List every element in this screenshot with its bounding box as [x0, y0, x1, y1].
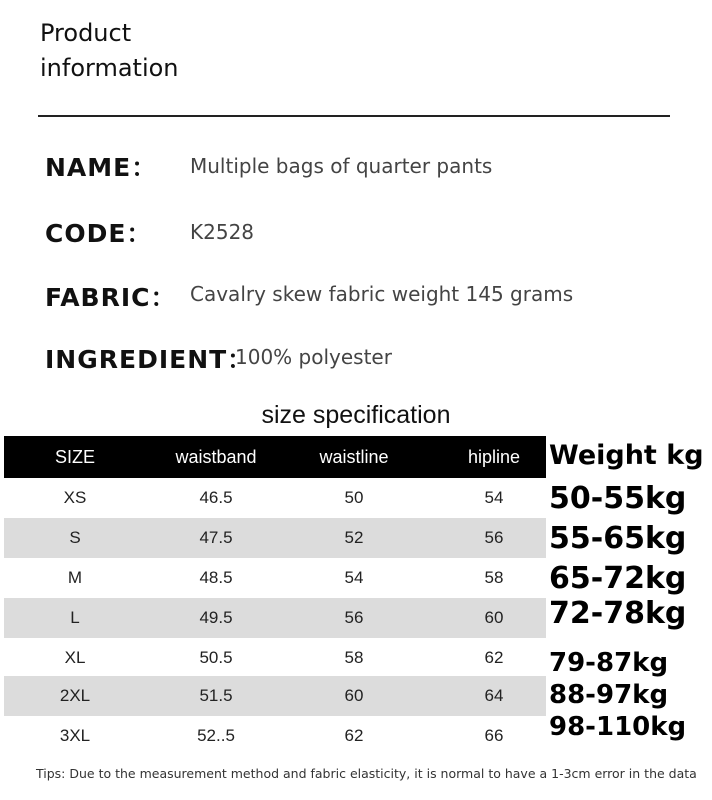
cell-waistband: 50.5: [199, 648, 233, 667]
name-label: NAME：: [45, 153, 158, 182]
cell-size: L: [70, 608, 80, 627]
divider: [38, 115, 670, 117]
cell-size: M: [67, 568, 83, 587]
cell-hipline: 58: [484, 568, 504, 587]
table-row-l: [4, 598, 546, 638]
cell-size: XS: [63, 488, 87, 507]
cell-size: S: [69, 528, 81, 547]
weight-value: 72-78kg: [549, 596, 687, 631]
column-header-waistband: waistband: [175, 447, 257, 467]
column-header-hipline: hipline: [467, 447, 521, 467]
weight-value: 65-72kg: [549, 561, 687, 596]
cell-hipline: 54: [484, 488, 504, 507]
cell-waistline: 60: [344, 686, 364, 705]
fabric-label: FABRIC：: [45, 283, 177, 312]
cell-size: XL: [64, 648, 86, 667]
ingredient-label: INGREDIENT：: [45, 345, 254, 374]
table-title: size specification: [261, 401, 451, 429]
cell-hipline: 64: [484, 686, 504, 705]
cell-waistband: 46.5: [199, 488, 233, 507]
cell-hipline: 60: [484, 608, 504, 627]
cell-waistline: 56: [344, 608, 364, 627]
cell-size: 3XL: [59, 726, 91, 745]
cell-waistline: 52: [344, 528, 364, 547]
weight-value: 88-97kg: [549, 680, 669, 710]
cell-waistline: 50: [344, 488, 364, 507]
weight-value: 79-87kg: [549, 648, 669, 678]
title-line-2: information: [40, 54, 179, 82]
weight-value: 55-65kg: [549, 521, 687, 556]
cell-waistband: 48.5: [199, 568, 233, 587]
cell-waistline: 62: [344, 726, 364, 745]
cell-hipline: 66: [484, 726, 504, 745]
code-value: K2528: [190, 220, 255, 244]
page-title: [40, 16, 179, 86]
tips-note: Tips: Due to the measurement method and fabric elasticity, it is normal to have a 1-3cm error in the data: [36, 766, 697, 781]
cell-waistband: 52..5: [197, 726, 235, 745]
weight-value: 98-110kg: [549, 712, 687, 742]
cell-waistline: 58: [344, 648, 364, 667]
cell-hipline: 56: [484, 528, 504, 547]
name-value: Multiple bags of quarter pants: [190, 154, 493, 178]
column-header-weight: Weight kg: [549, 440, 704, 471]
cell-waistband: 47.5: [199, 528, 233, 547]
code-label: CODE：: [45, 219, 153, 248]
cell-waistline: 54: [344, 568, 364, 587]
column-header-size: SIZE: [54, 447, 96, 467]
cell-hipline: 62: [484, 648, 504, 667]
table-row-m: [4, 558, 546, 598]
ingredient-value: 100% polyester: [235, 345, 392, 369]
cell-size: 2XL: [59, 686, 91, 705]
cell-waistband: 49.5: [199, 608, 233, 627]
table-row-s: [4, 518, 546, 558]
weight-value: 50-55kg: [549, 481, 687, 516]
column-header-waistline: waistline: [319, 447, 389, 467]
title-line-1: Product: [40, 19, 132, 47]
fabric-value: Cavalry skew fabric weight 145 grams: [190, 282, 574, 306]
cell-waistband: 51.5: [199, 686, 233, 705]
